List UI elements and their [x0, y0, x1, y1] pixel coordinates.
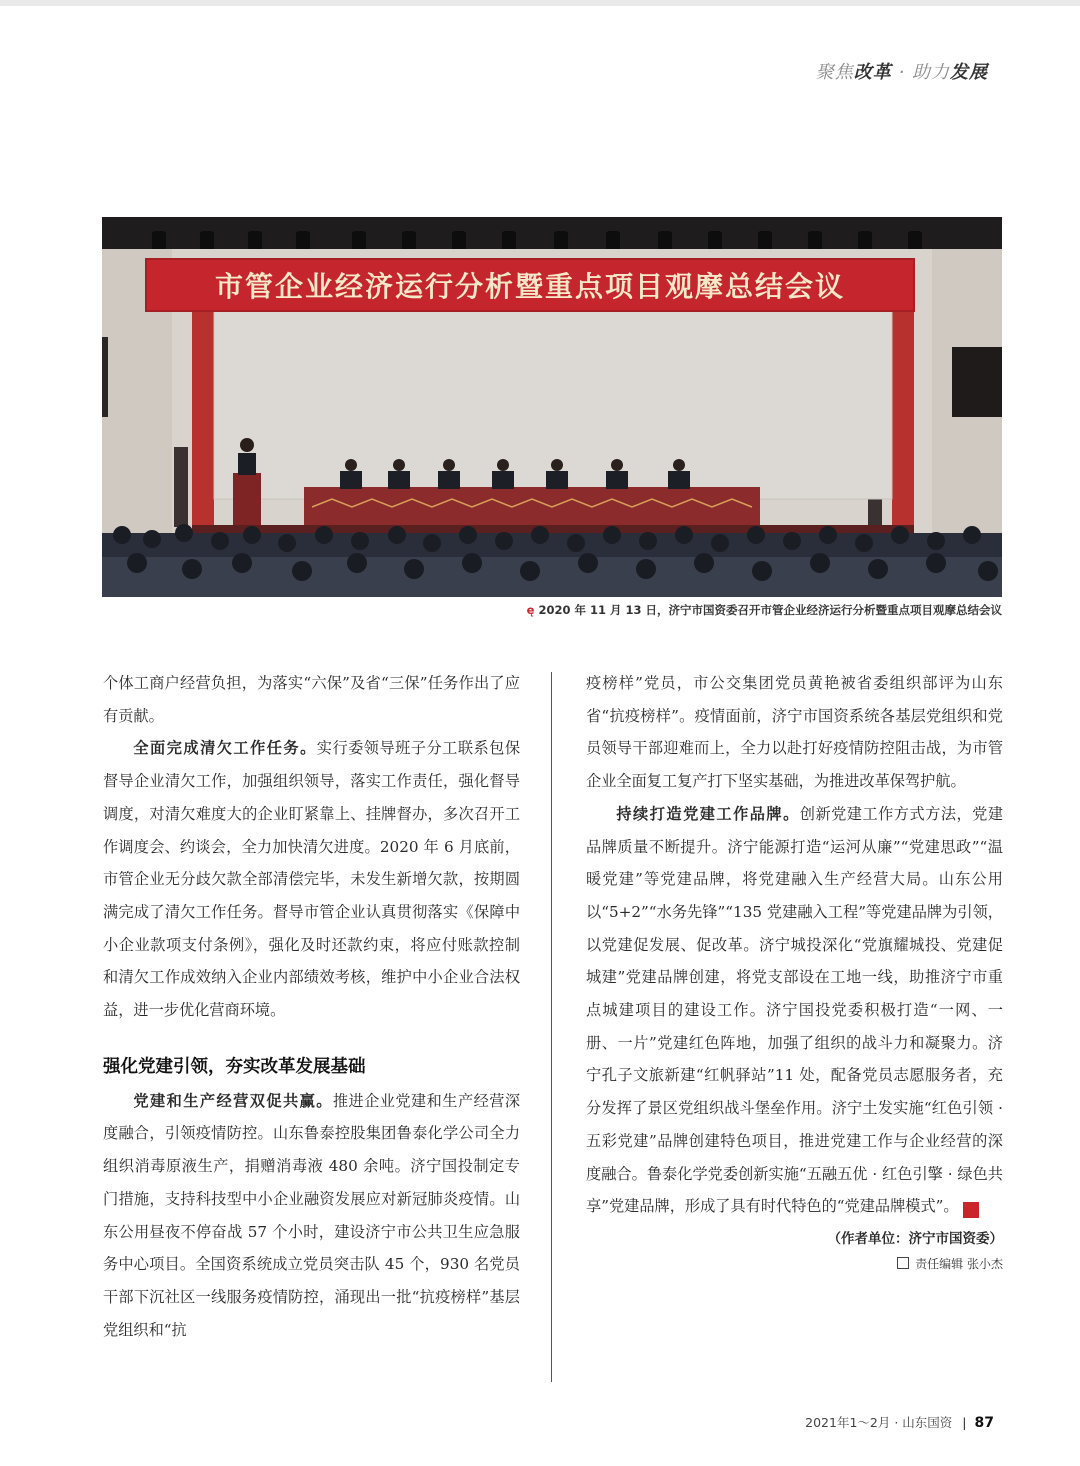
- right-paragraph-1: 疫榜样”党员，市公交集团党员黄艳被省委组织部评为山东省“抗疫榜样”。疫情面前，济宁市国资系统各基层党组织和党员领导干部迎难而上，全力以赴打好疫情防控阻击战，为市管企业全面复工复产打下坚实基础，为推进改革保驾护航。: [586, 674, 1003, 791]
- header-dot: ·: [898, 62, 906, 83]
- body-clear-arrears: 实行委领导班子分工联系包保督导企业清欠工作，加强组织领导，落实工作责任，强化督导调度，对清欠难度大的企业盯紧靠上、挂牌督办，多次召开工作调度会、约谈会，全力加快清欠进度。2020 年 6 月底前，市管企业无分歧欠款全部清偿完毕，未发生新增欠款，按期圆满完成了清欠工作任务。督导市管企业认真贯彻落实《保障中小企业款项支付条例》，强化及时还款约束，将应付账款控制和清欠工作成效纳入企业内部绩效考核，维护中小企业合法权益，进一步优化营商环境。: [103, 739, 521, 1020]
- caption-logo-icon: ę: [526, 603, 535, 617]
- lead-party-brand: 持续打造党建工作品牌。: [616, 804, 800, 823]
- left-paragraph-3: [103, 1085, 520, 1347]
- section-heading: 强化党建引领，夯实改革发展基础: [103, 1056, 366, 1077]
- left-paragraph-1: 个体工商户经营负担，为落实“六保”及省“三保”任务作出了应有贡献。: [103, 674, 520, 725]
- responsible-editor: [586, 1253, 1003, 1275]
- column-divider: [551, 672, 552, 1382]
- page-number: 87: [974, 1415, 994, 1431]
- top-border: [0, 0, 1080, 6]
- header-part2-light: 助力: [912, 62, 950, 83]
- section-header: [816, 58, 988, 84]
- right-paragraph-2: [586, 798, 1003, 1223]
- photo-caption: [527, 602, 1002, 618]
- editor-text: 责任编辑 张小杰: [915, 1256, 1003, 1271]
- header-part1-dark: 改革: [853, 62, 892, 83]
- meeting-photo-illustration: [102, 217, 1002, 597]
- body-party-brand: 创新党建工作方式方法，党建品牌质量不断提升。济宁能源打造“运河从廉”“党建思政”“温暖党建”等党建品牌，将党建融入生产经营大局。山东公用以“5+2”“水务先锋”“135 党建融入工程”等党建品牌为引领，以党建促发展、促改革。济宁城投深化“党旗耀城投、党建促城建”党建品牌创建，将党支部设在工地一线，助推济宁市重点城建项目的建设工作。济宁国投党委积极打造“一网、一册、一片”党建红色阵地，加强了组织的战斗力和凝聚力。济宁孔子文旅新建“红帆驿站”11 处，配备党员志愿服务者，充分发挥了景区党组织战斗堡垒作用。济宁土发实施“红色引领 · 五彩党建”品牌创建特色项目，推进党建工作与企业经营的深度融合。鲁泰化学党委创新实施“五融五优 · 红色引擎 · 绿色共享”党建品牌，形成了具有时代特色的“党建品牌模式”。: [586, 804, 1004, 1216]
- body-party-production: 推进企业党建和生产经营深度融合，引领疫情防控。山东鲁泰控股集团鲁泰化学公司全力组织消毒原液生产，捐赠消毒液 480 余吨。济宁国投制定专门措施，支持科技型中小企业融资发展应对新冠肺炎疫情。山东公用昼夜不停奋战 57 个小时，建设济宁市公共卫生应急服务中心项目。全国资系统成立党员突击队 45 个，930 名党员干部下沉社区一线服务疫情防控，涌现出一批“抗疫榜样”基层党组织和“抗: [103, 1091, 521, 1339]
- issue-label: 2021年1～2月 · 山东国资: [805, 1415, 953, 1430]
- author-unit: （作者单位：济宁市国资委）: [827, 1230, 1003, 1247]
- end-mark-icon: ę: [963, 1202, 979, 1218]
- header-part2-dark: 发展: [950, 62, 988, 83]
- caption-text: 2020 年 11 月 13 日，济宁市国资委召开市管企业经济运行分析暨重点项目观摩总结会议: [538, 603, 1002, 617]
- square-icon: [897, 1257, 909, 1269]
- right-column: [586, 667, 1003, 1275]
- header-part1-light: 聚焦: [815, 62, 854, 83]
- left-column: [103, 667, 520, 1346]
- lead-party-production: 党建和生产经营双促共赢。: [133, 1091, 333, 1110]
- page-footer: [805, 1413, 994, 1431]
- banner-text: 市管企业经济运行分析暨重点项目观摩总结会议: [214, 270, 846, 303]
- lead-clear-arrears: 全面完成清欠工作任务。: [133, 739, 317, 758]
- meeting-photo: [102, 217, 1002, 597]
- footer-separator: |: [962, 1415, 967, 1430]
- left-paragraph-2: [103, 732, 520, 1026]
